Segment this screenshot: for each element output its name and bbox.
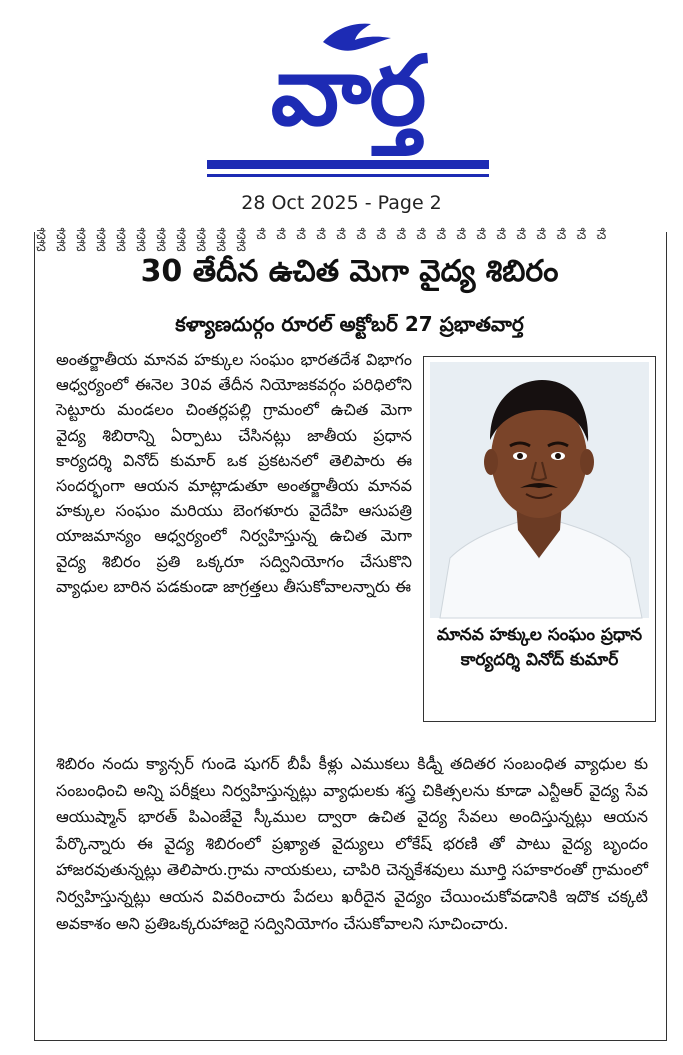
article-dateline: కళ్యాణదుర్గం రూరల్ అక్టోబర్ 27 ప్రభాతవార్త bbox=[175, 312, 524, 336]
dateline: 28 Oct 2025 - Page 2 bbox=[241, 192, 442, 214]
person-photo bbox=[430, 362, 649, 618]
logo-wordmark: వార్త bbox=[270, 35, 425, 147]
article-body-full: శిబిరం నందు క్యాన్సర్ గుండె షుగర్ బీపీ కీళ్లు ఎముకలు కిడ్నీ తదితర సంబంధిత వ్యాధుల కు సంబంధించి అన్ని పరీక్షలు నిర్వహిస్తున్నట్లు వ్యాధులకు శస్త్ర చికిత్సలను కూడా ఎన్టీఆర్ వైద్య సేవ ఆయుష్మాన్ భారత్ పిఎంజేవై స్కీముల ద్వారా ఉచిత వైద్య సేవలు అందిస్తున్నట్లు ఆయన పేర్కొన్నారు ఈ వైద్య శిబిరంలో ప్రఖ్యాత వైద్యులు లోకేష్ భరణి తో పాటు వైద్య బృందం హాజరవుతున్నట్లు తెలిపారు.గ్రామ నాయకులు, చాపిరి చెన్నకేశవులు మూర్తి సహకారంతో గ్రామంలో నిర్వహిస్తున్నట్లు ఆయన వివరించారు పేదలు ఖరీదైన వైద్యం చేయించుకోవడానికి ఇదొక చక్కటి అవకాశం అని ప్రతిఒక్కరుహాజరై సద్వినియోగం చేసుకోవాలని సూచించారు. bbox=[56, 754, 648, 933]
article-headline: 30 తేదీన ఉచిత మెగా వైద్య శిబిరం bbox=[140, 254, 559, 289]
photo-box bbox=[423, 356, 656, 722]
article-body-column: అంతర్జాతీయ మానవ హక్కుల సంఘం భారతదేశ విభాగం ఆధ్వర్యంలో ఈనెల 30వ తేదీన నియోజకవర్గం పరిధిలోని సెట్టూరు మండలం చింతర్లపల్లి గ్రామంలో ఉచిత మెగా వైద్య శిబిరాన్ని ఏర్పాటు చేసినట్లు జాతీయ ప్రధాన కార్యదర్శి వినోద్ కుమార్ ఒక ప్రకటనలో తెలిపారు ఈ సందర్భంగా ఆయన మాట్లాడుతూ అంతర్జాతీయ మానవ హక్కుల సంఘం మరియు బెంగళూరు వైదేహి ఆసుపత్రి యాజమాన్యం ఆధ్వర్యంలో నిర్వహిస్తున్న ఉచిత మెగా వైద్య శిబిరం ప్రతి ఒక్కరూ సద్వినియోగం చేసుకొని వ్యాధుల బారిన పడకుండా జాగ్రత్తలు తీసుకోవాలన్నారు ఈ bbox=[56, 350, 412, 596]
clipped-previous-line: ౘ ౘ ౘ ౘ ౘ ౘ ౘ ౘ ౘ ౘ ౘ ౘ ౘ ౘ ౘ ౘ ౘ ౘ ౘ ౘ ౘ ౘ ౘ ౘ ౘ ౘ ౘ ౘ ౘ ౘ ౘ ౘ ౘ ౘ ౘ ౘ ౘ ౘ ౘ ౘ bbox=[36, 228, 610, 255]
photo-caption: మానవ హక్కుల సంఘం ప్రధాన కార్యదర్శి వినోద్ కుమార్ bbox=[436, 625, 643, 670]
newspaper-logo bbox=[195, 14, 500, 184]
masthead bbox=[0, 0, 683, 232]
